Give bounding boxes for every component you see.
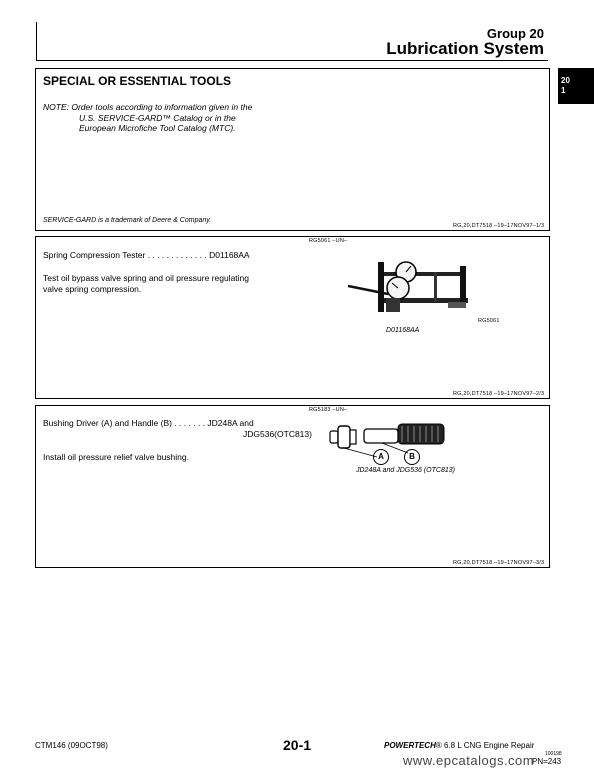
spring-tester-illustration — [348, 250, 478, 330]
callout-b: B — [404, 449, 420, 465]
page-code: PN=243 — [532, 757, 562, 766]
handle-grip — [398, 424, 444, 444]
special-tools-box — [35, 68, 550, 231]
group-tab — [558, 68, 594, 104]
image-tag-rg5061: RG5061 –UN– — [309, 238, 348, 244]
reference-code-3: RG,20,DT7518 –19–17NOV97–3/3 — [453, 560, 545, 566]
doc-id: CTM146 (09OCT98) — [35, 741, 108, 750]
image-tag-rg5183: RG5183 –UN– — [309, 407, 348, 413]
tool-line-bushing-driver: Bushing Driver (A) and Handle (B) . . . . . . . JD248A and — [43, 418, 254, 428]
tester-rod — [434, 272, 437, 302]
spring-tester-desc-1: Test oil bypass valve spring and oil pressure regulating — [43, 273, 250, 283]
tools-title: SPECIAL OR ESSENTIAL TOOLS — [43, 74, 232, 88]
driver-tip — [330, 431, 338, 443]
tester-top-bar — [378, 272, 466, 276]
group-title: Group 20 — [486, 26, 544, 41]
bushing-driver-caption: JD248A and JDG536 (OTC813) — [356, 467, 455, 474]
catalog-note — [43, 102, 252, 134]
footer-title-text: ® 6.8 L CNG Engine Repair — [435, 741, 535, 750]
section-title: Lubrication System — [386, 39, 544, 58]
driver-body — [338, 426, 350, 448]
callout-a: A — [373, 449, 389, 465]
trademark-notice: SERVICE-GARD is a trademark of Deere & Company. — [43, 217, 212, 224]
note-line3: European Microfiche Tool Catalog (MTC). — [79, 123, 236, 133]
footer-title — [384, 741, 534, 750]
tool-line-spring-tester: Spring Compression Tester . . . . . . . . . . . . . D01168AA — [43, 250, 250, 260]
driver-neck — [350, 430, 356, 444]
reference-code-2: RG,20,DT7518 –19–17NOV97–2/3 — [453, 391, 545, 397]
footer-small-code: 100198 — [545, 751, 562, 757]
tool-line-handle-part: JDG536(OTC813) — [243, 429, 312, 439]
brand-name: POWERTECH — [384, 741, 436, 750]
note-line2: U.S. SERVICE-GARD™ Catalog or in the — [79, 112, 236, 123]
tab-line2: 1 — [561, 86, 566, 95]
spring-tester-desc-2: valve spring compression. — [43, 284, 142, 294]
page-number: 20-1 — [283, 737, 312, 753]
tab-line1: 20 — [561, 76, 570, 85]
handle-shank — [364, 429, 398, 443]
header-rule-vertical — [36, 22, 37, 60]
spring-tester-caption: D01168AA — [386, 327, 420, 334]
tester-left-post — [378, 262, 384, 312]
watermark-url: www.epcatalogs.com — [403, 753, 535, 768]
image-id-rg5061: RG5061 — [478, 318, 500, 324]
tester-foot — [448, 302, 466, 308]
note-line1: NOTE: Order tools according to information given in the — [43, 102, 253, 112]
reference-code-1: RG,20,DT7518 –19–17NOV97–1/3 — [453, 223, 545, 229]
tester-right-post — [460, 266, 466, 308]
header-rule-horizontal — [36, 60, 548, 61]
tester-clamp — [386, 298, 400, 312]
bushing-driver-desc: Install oil pressure relief valve bushing. — [43, 452, 189, 462]
